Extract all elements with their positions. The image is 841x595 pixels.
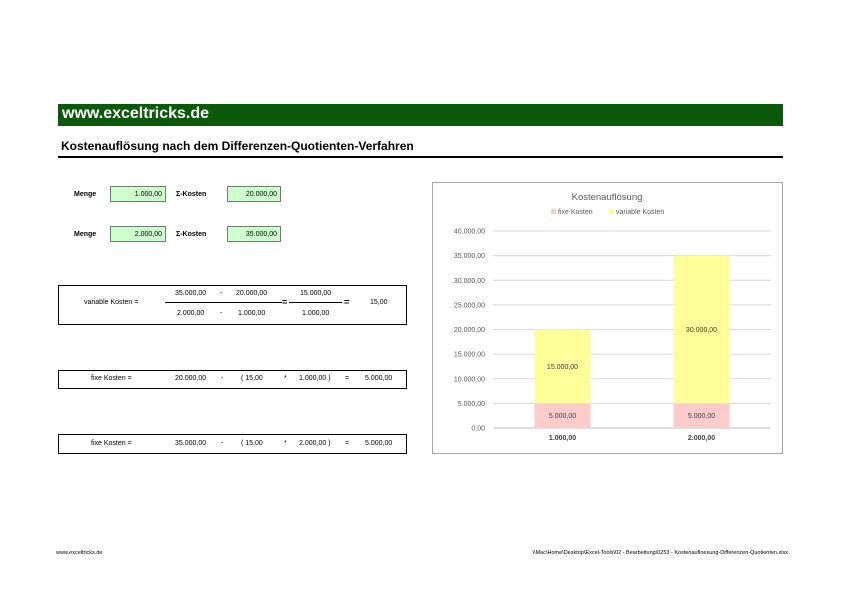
cost-chart[interactable] [432, 182, 783, 454]
var-frac-den: 1.000,00 [302, 310, 330, 317]
legend-label-0: fixe Kosten [558, 209, 593, 216]
footer-path: \\Mac\Home\Desktop\Excel-Tools\02 - Bearbeitung\0253 - Kostenaufloesung-Differenzen-Quotienten.xlsx [532, 550, 788, 556]
bar-value-label: 15.000,00 [546, 363, 579, 371]
menge-label-1: Menge [74, 191, 97, 198]
y-tick-label: 0,00 [471, 425, 485, 433]
x-tick-label: 1.000,00 [548, 435, 577, 442]
legend-swatch-1 [609, 209, 614, 214]
bar-value-label: 5.000,00 [548, 413, 577, 421]
fixed1-result: 5.000,00 [365, 375, 393, 382]
fixed1-qty: 1.000,00 ) [299, 375, 331, 382]
site-title: www.exceltricks.de [62, 105, 210, 122]
bar-value-label: 5.000,00 [687, 413, 716, 421]
var-minus-top: - [220, 290, 223, 297]
fixed1-minus: - [221, 375, 224, 382]
kosten-label-2: Σ-Kosten [176, 231, 207, 238]
legend-swatch-0 [551, 209, 556, 214]
kosten-input-2[interactable]: 35.000,00 [227, 226, 281, 242]
fixed-cost-label-2: fixe Kosten = [91, 440, 132, 447]
var-den-b: 1.000,00 [238, 310, 266, 317]
y-tick-label: 5.000,00 [457, 400, 485, 408]
var-den-a: 2.000,00 [177, 310, 205, 317]
menge-label-2: Menge [74, 231, 97, 238]
fraction-line-1 [165, 302, 282, 303]
variable-cost-result: 15,00 [370, 299, 388, 306]
var-frac-num: 15.000,00 [300, 290, 332, 297]
kosten-input-1[interactable]: 20.000,00 [227, 186, 281, 202]
fixed1-equals: = [345, 375, 350, 382]
fixed2-total: 35.000,00 [175, 440, 207, 447]
title-underline [58, 156, 783, 158]
fixed2-result: 5.000,00 [365, 440, 393, 447]
chart-svg [433, 183, 782, 453]
kosten-label-1: Σ-Kosten [176, 191, 207, 198]
fixed1-open: ( 15,00 [241, 375, 263, 382]
y-tick-label: 25.000,00 [453, 302, 485, 310]
fixed1-times: * [284, 375, 287, 382]
legend-label-1: variable Kosten [616, 209, 665, 216]
fixed-cost-label-1: fixe Kosten = [91, 375, 132, 382]
chart-title: Kostenauflösung [571, 192, 643, 203]
y-tick-label: 10.000,00 [453, 376, 485, 384]
fixed2-equals: = [345, 440, 350, 447]
fixed2-qty: 2.000,00 ) [299, 440, 331, 447]
y-tick-label: 35.000,00 [453, 253, 485, 261]
menge-input-1[interactable]: 1.000,00 [110, 186, 166, 202]
page-title: Kostenauflösung nach dem Differenzen-Quotienten-Verfahren [61, 139, 414, 153]
y-tick-label: 30.000,00 [453, 277, 485, 285]
fixed2-open: ( 15,00 [241, 440, 263, 447]
var-num-b: 20.000,00 [236, 290, 268, 297]
fixed2-minus: - [221, 440, 224, 447]
site-banner [58, 104, 783, 126]
variable-cost-label: variable Kosten = [84, 299, 139, 306]
var-num-a: 35.000,00 [175, 290, 207, 297]
bar-value-label: 30.000,00 [685, 327, 718, 334]
fixed1-total: 20.000,00 [175, 375, 207, 382]
x-tick-label: 2.000,00 [687, 435, 716, 442]
menge-input-2[interactable]: 2.000,00 [110, 226, 166, 242]
fraction-line-2 [289, 302, 342, 303]
fixed2-times: * [284, 440, 287, 447]
y-tick-label: 20.000,00 [453, 327, 485, 334]
y-tick-label: 40.000,00 [453, 228, 485, 236]
var-minus-bottom: - [220, 310, 223, 317]
footer-left: www.exceltricks.de [56, 550, 103, 556]
y-tick-label: 15.000,00 [453, 351, 485, 359]
equals-1: = [282, 297, 288, 307]
equals-2: = [344, 297, 350, 307]
